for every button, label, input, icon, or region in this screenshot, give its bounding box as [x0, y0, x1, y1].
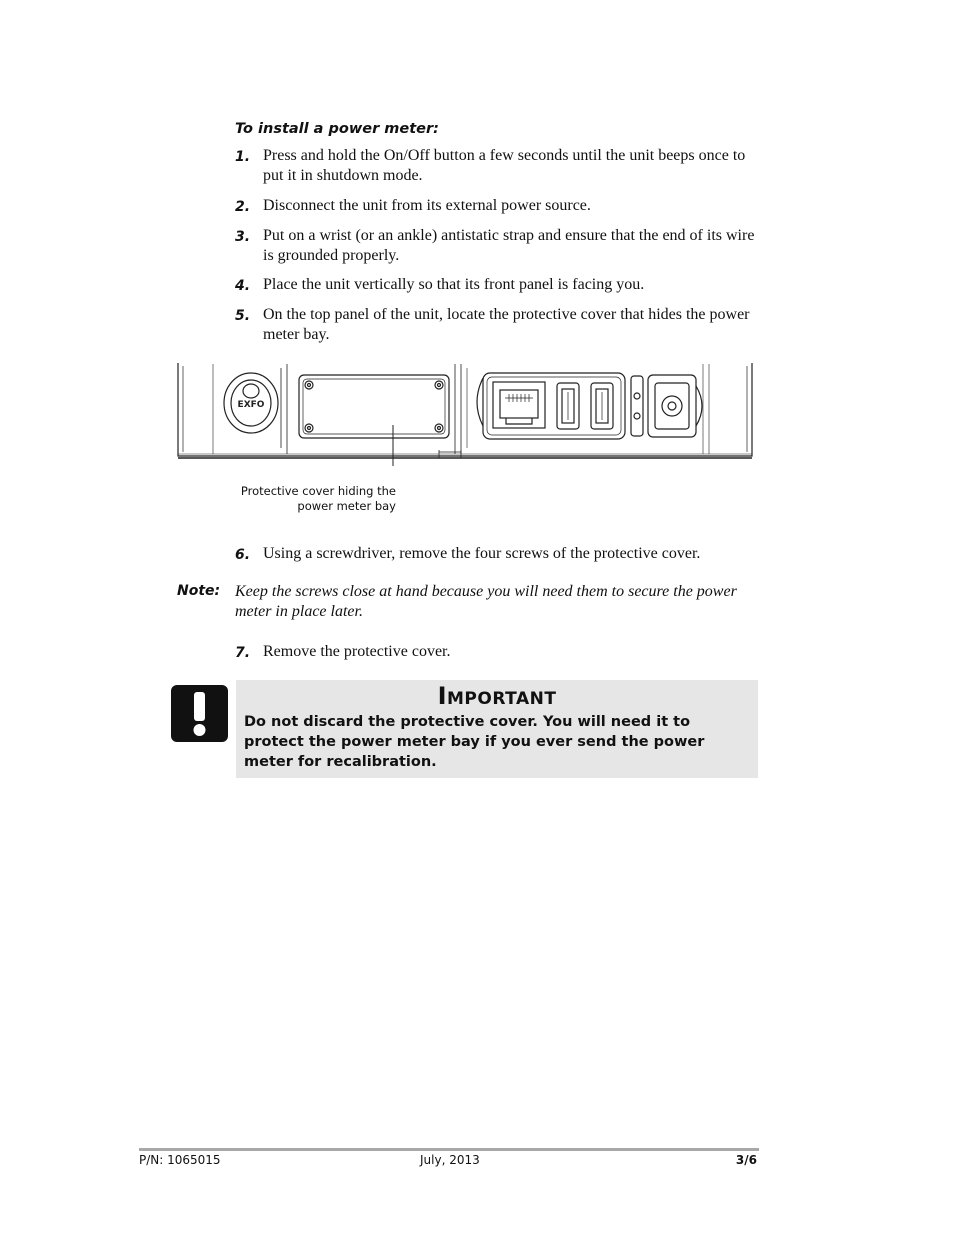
step-text: Press and hold the On/Off button a few seconds until the unit beeps once to put it in shutdown mode. [263, 147, 746, 184]
step-text: Place the unit vertically so that its front panel is facing you. [263, 276, 645, 293]
callout-line-2: power meter bay [297, 499, 396, 513]
procedure-heading: To install a power meter: [235, 121, 439, 137]
step-number: 2. [235, 199, 251, 215]
note-text: Keep the screws close at hand because you will need them to secure the power meter in place later. [235, 583, 737, 620]
logo-text: EXFO [237, 400, 265, 410]
step-text: On the top panel of the unit, locate the protective cover that hides the power meter bay. [263, 306, 750, 343]
step-number: 1. [235, 149, 251, 165]
footer-part-number: P/N: 1065015 [139, 1153, 221, 1167]
important-text: Do not discard the protective cover. You will need it to protect the power meter bay if you ever send the power meter for recalibration. [244, 714, 705, 770]
step-text: Put on a wrist (or an ankle) antistatic strap and ensure that the end of its wire is grounded properly. [263, 227, 755, 264]
step-number: 6. [235, 547, 251, 563]
figure-callout [200, 484, 396, 514]
exclamation-icon [171, 685, 228, 742]
unit-top-panel-figure [175, 358, 757, 466]
footer-date: July, 2013 [420, 1153, 480, 1167]
footer-page-number: 3/6 [735, 1153, 757, 1167]
step-number: 3. [235, 229, 251, 245]
step-text: Disconnect the unit from its external power source. [263, 197, 591, 214]
step-number: 4. [235, 278, 251, 294]
step-number: 7. [235, 645, 251, 661]
important-box [236, 680, 758, 778]
callout-line-1: Protective cover hiding the [240, 484, 396, 498]
step-text: Using a screwdriver, remove the four screws of the protective cover. [263, 545, 701, 562]
important-title: Important [437, 682, 557, 710]
step-text: Remove the protective cover. [263, 643, 451, 660]
footer-rule [139, 1148, 759, 1151]
note-label: Note: [177, 583, 221, 599]
step-number: 5. [235, 308, 251, 324]
